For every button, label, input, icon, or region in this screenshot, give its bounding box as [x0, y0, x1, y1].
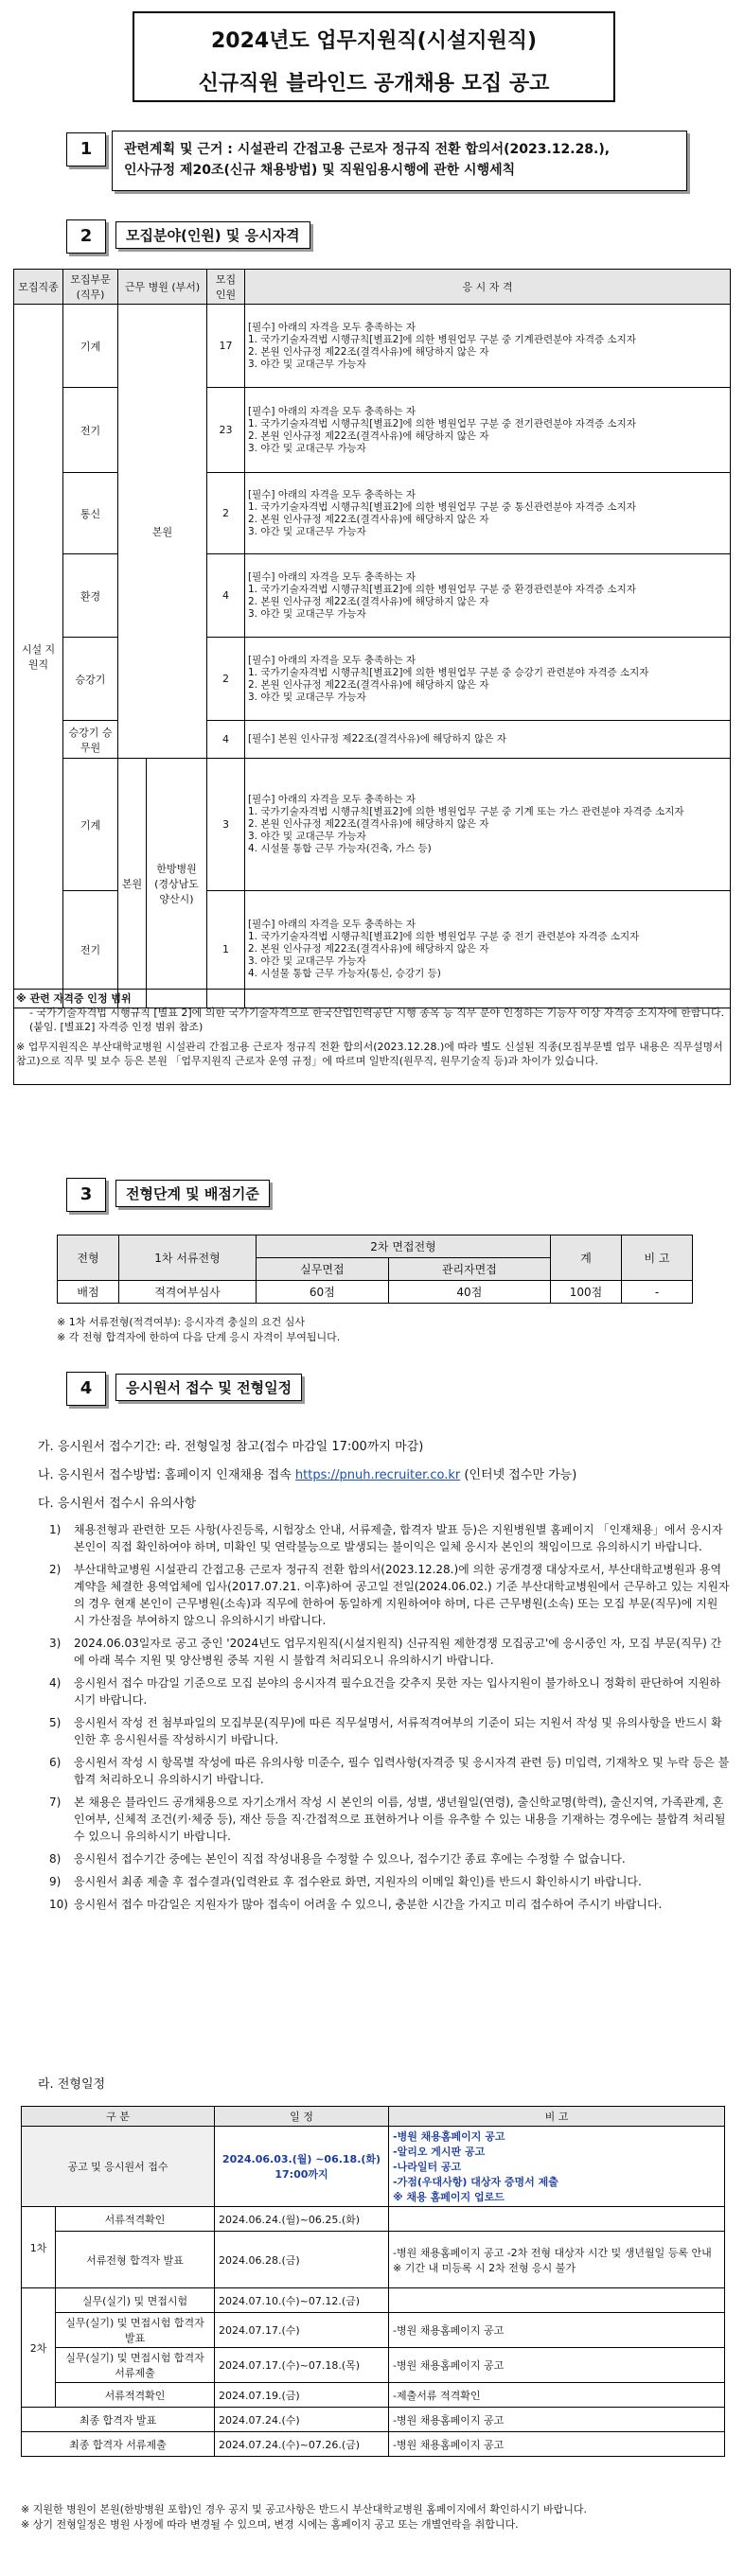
- schedule-date: 2024.06.24.(월)~06.25.(화): [215, 2207, 389, 2232]
- count-cell: 17: [207, 305, 245, 388]
- score-table: [57, 1235, 693, 1304]
- qual-line: [필수] 아래의 자격을 모두 충족하는 자: [248, 488, 416, 500]
- table-row: [58, 1235, 693, 1258]
- table-row: [14, 759, 731, 891]
- section-3-note-1: ※ 1차 서류전형(적격여부): 응시자격 충실의 요건 심사: [57, 1316, 306, 1328]
- qual-line: 2. 본원 인사규정 제22조(결격사유)에 해당하지 않은 자: [248, 513, 489, 525]
- qual-line: 3. 야간 및 교대근무 가능자: [248, 607, 366, 620]
- qual-cell: [245, 554, 731, 638]
- schedule-date: 2024.07.10.(수)~07.12.(금): [215, 2288, 389, 2313]
- item-number: 3): [49, 1637, 62, 1650]
- qual-line: 1. 국가기술자격법 시행규칙[별표2]에 의한 병원업무 구분 중 승강기 관련분야 자격증 소지자: [248, 666, 649, 678]
- schedule-remark: -제출서류 적격확인: [389, 2383, 725, 2408]
- place-sub-cell: 한방병원 (경상남도 양산시): [147, 759, 207, 1008]
- section-2-notes: [13, 989, 731, 1085]
- stage-1-label: 1차: [22, 2207, 56, 2288]
- item-number: 5): [49, 1716, 62, 1729]
- note-2: ※ 업무지원직은 부산대학교병원 시설관리 간접고용 근로자 정규직 전환 합의서(2023.12.28.)에 따라 별도 신설된 직종(모집부문별 업무 내용은 직무설명서 참고)으로 직무 및 보수 등은 본원 「업무지원직 근로자 운영 규정」에 따르며 일반직(원무직, 원무기술직 등)과 차이가 있습니다.: [16, 1041, 723, 1067]
- schedule-date: 2024.07.24.(수)~07.26.(금): [215, 2432, 389, 2457]
- schedule-remark: -병원 채용홈페이지 공고: [389, 2408, 725, 2432]
- part-cell: 승강기 승무원: [63, 721, 118, 759]
- item-text: 응시원서 작성 전 첨부파일의 모집부문(직무)에 따른 직무설명서, 서류적격여부의 기준이 되는 지원서 작성 및 유의사항을 반드시 확인한 후 응시원서를 작성하시기 바랍니다.: [74, 1716, 722, 1746]
- item-text: 응시원서 접수기간 중에는 본인이 직접 작성내용을 수정할 수 있으나, 접수기간 종료 후에는 수정할 수 없습니다.: [74, 1852, 626, 1866]
- item-text: 부산대학교병원 시설관리 간접고용 근로자 정규직 전환 합의서(2023.12.28.)에 의한 공개경쟁 대상자로서, 부산대학교병원과 용역계약을 체결한 용역업체에 입사(2017.07.21. 이후)하여 공고일 전일(2024.06.02.) 기준 부산대학교병원에서 근무하고 있는 지원자의 경우 현재 본인이 근무병원(소속)과 직무에 한하여 동일하게 지원하여야 하며, 다른 근무병원(소속) 또는 모집 부문(직무)에 지원 시 가산점을 부여하지 않으니 유의하시기 바랍니다.: [74, 1563, 730, 1627]
- schedule-remark: -병원 채용홈페이지 공고: [389, 2313, 725, 2348]
- schedule-label: 서류적격확인: [56, 2207, 215, 2232]
- apply-method: [38, 1464, 576, 1482]
- list-item: [49, 1754, 731, 1788]
- schedule-remark: [389, 2207, 725, 2232]
- schedule-date: 2024.07.19.(금): [215, 2383, 389, 2408]
- qual-line: 1. 국가기술자격법 시행규칙[별표2]에 의한 병원업무 구분 중 환경관련분야 자격증 소지자: [248, 583, 636, 595]
- header-total: 계: [551, 1235, 622, 1281]
- table-row: [58, 1281, 693, 1304]
- list-item: [49, 1873, 731, 1890]
- apply-period: 가. 응시원서 접수기간: 라. 전형일정 참고(접수 마감일 17:00까지 마감): [38, 1440, 424, 1454]
- qual-line: 3. 야간 및 교대근무 가능자: [248, 831, 366, 842]
- list-item: [49, 1561, 731, 1629]
- qual-line: 3. 야간 및 교대근무 가능자: [248, 442, 366, 454]
- section-2-title: 모집분야(인원) 및 응시자격: [115, 221, 310, 249]
- title-line-2: 신규직원 블라인드 공개채용 모집 공고: [198, 72, 550, 96]
- qual-line: 1. 국가기술자격법 시행규칙[별표2]에 의한 병원업무 구분 중 전기관련분야 자격증 소지자: [248, 417, 636, 429]
- table-row: [22, 2107, 725, 2127]
- table-row: [22, 2288, 725, 2313]
- recruit-table: [13, 269, 731, 1008]
- total-cell: 100점: [551, 1281, 622, 1304]
- section-2-number: 2: [66, 219, 106, 254]
- schedule-label: 서류적격확인: [56, 2383, 215, 2408]
- part-cell: 기계: [63, 759, 118, 891]
- header-count: 모집 인원: [207, 270, 245, 305]
- section-4-number: 4: [66, 1372, 106, 1406]
- table-row: [22, 2383, 725, 2408]
- apply-notes-heading: 다. 응시원서 접수시 유의사항: [38, 1497, 197, 1511]
- section-1-number: 1: [66, 132, 106, 166]
- qual-line: 2. 본원 인사규정 제22조(결격사유)에 해당하지 않은 자: [248, 595, 489, 607]
- item-text: 2024.06.03일자로 공고 중인 '2024년도 업무지원직(시설지원직) 신규직원 제한경쟁 모집공고'에 응시중인 자, 모집 부문(직무) 간에 아래 복수 지원 및 양산병원 중복 지원 시 불합격 처리되오니 유의하시기 바랍니다.: [74, 1637, 722, 1667]
- title-line-1: 2024년도 업무지원직(시설지원직): [210, 29, 538, 53]
- item-number: 2): [49, 1563, 62, 1576]
- count-cell: 3: [207, 759, 245, 891]
- item-number: 4): [49, 1676, 62, 1690]
- part-cell: 전기: [63, 891, 118, 1008]
- header-remark: 비 고: [389, 2107, 725, 2127]
- section-1-text-2: 인사규정 제20조(신규 채용방법) 및 직원임용시행에 관한 시행세칙: [124, 163, 516, 178]
- count-cell: 2: [207, 473, 245, 554]
- job-group-cell: 시설 지원직: [14, 305, 63, 1008]
- header-manager: 관리자면접: [388, 1258, 550, 1281]
- schedule-label: 실무(실기) 및 면접시험 합격자 서류제출: [56, 2348, 215, 2383]
- qual-line: [필수] 아래의 자격을 모두 충족하는 자: [248, 321, 416, 333]
- apply-label: 공고 및 응시원서 접수: [22, 2127, 215, 2207]
- item-text: 응시원서 접수 마감일은 지원자가 많아 접속이 어려울 수 있으니, 충분한 시간을 가지고 미리 접수하여 주시기 바랍니다.: [74, 1898, 663, 1911]
- apply-method-note: (인터넷 접수만 가능): [460, 1468, 577, 1482]
- qual-line: 1. 국가기술자격법 시행규칙[별표2]에 의한 병원업무 구분 중 기계관련분야 자격증 소지자: [248, 333, 636, 345]
- table-row: [22, 2408, 725, 2432]
- qual-line: [필수] 아래의 자격을 모두 충족하는 자: [248, 570, 416, 583]
- schedule-date: 2024.07.17.(수): [215, 2313, 389, 2348]
- qual-line: 3. 야간 및 교대근무 가능자: [248, 525, 366, 537]
- schedule-notes: [21, 2502, 725, 2532]
- section-1-text-1: 관련계획 및 근거 : 시설관리 간접고용 근로자 정규직 전환 합의서(2023.12.28.),: [124, 142, 611, 157]
- notice-title: [133, 11, 615, 102]
- item-number: 1): [49, 1523, 62, 1536]
- manager-cell: 40점: [388, 1281, 550, 1304]
- qual-line: 3. 야간 및 교대근무 가능자: [248, 691, 366, 703]
- schedule-label: 실무(실기) 및 면접시험 합격자 발표: [56, 2313, 215, 2348]
- section-1-box: [112, 131, 687, 191]
- count-cell: 4: [207, 554, 245, 638]
- qual-line: 4. 시설물 통합 근무 가능자(통신, 승강기 등): [248, 968, 441, 979]
- remark-line: ※ 채용 홈페이지 업로드: [393, 2191, 505, 2203]
- row-label: 배점: [58, 1281, 119, 1304]
- stage-2-label: 2차: [22, 2288, 56, 2408]
- remark-cell: -: [622, 1281, 693, 1304]
- table-row: [22, 2232, 725, 2288]
- qual-cell: [245, 721, 731, 759]
- schedule-remark: -병원 채용홈페이지 공고: [389, 2432, 725, 2457]
- header-division: 구 분: [22, 2107, 215, 2127]
- header-job: 모집직종: [14, 270, 63, 305]
- qual-line: 1. 국가기술자격법 시행규칙[별표2]에 의한 병원업무 구분 중 통신관련분야 자격증 소지자: [248, 500, 636, 513]
- qual-line: 2. 본원 인사규정 제22조(결격사유)에 해당하지 않은 자: [248, 345, 489, 358]
- list-item: [49, 1794, 731, 1845]
- qual-line: 3. 야간 및 교대근무 가능자: [248, 358, 366, 370]
- schedule-label: 서류전형 합격자 발표: [56, 2232, 215, 2288]
- section-3-number: 3: [66, 1178, 106, 1212]
- doc-cell: 적격여부심사: [119, 1281, 257, 1304]
- item-number: 9): [49, 1875, 62, 1888]
- part-cell: 기계: [63, 305, 118, 388]
- table-row: [14, 305, 731, 388]
- table-row: [22, 2207, 725, 2232]
- part-cell: 통신: [63, 473, 118, 554]
- list-item: [49, 1896, 731, 1913]
- schedule-remark: [389, 2288, 725, 2313]
- section-3-title: 전형단계 및 배점기준: [115, 1180, 270, 1207]
- apply-remarks: [389, 2127, 725, 2207]
- part-cell: 승강기: [63, 638, 118, 721]
- header-qual: 응 시 자 격: [245, 270, 731, 305]
- section-3-note-2: ※ 각 전형 합격자에 한하여 다음 단계 응시 자격이 부여됩니다.: [57, 1331, 341, 1343]
- qual-line: 2. 본원 인사규정 제22조(결격사유)에 해당하지 않은 자: [248, 678, 489, 691]
- apply-date: 2024.06.03.(월) ~06.18.(화) 17:00까지: [215, 2127, 389, 2207]
- remark-line: -병원 채용홈페이지 공고: [393, 2130, 505, 2143]
- count-cell: 2: [207, 638, 245, 721]
- header-stage: 전형: [58, 1235, 119, 1281]
- schedule-table: [21, 2106, 725, 2457]
- schedule-remark: -병원 채용홈페이지 공고: [389, 2348, 725, 2383]
- table-row: [22, 2127, 725, 2207]
- qual-line: [필수] 아래의 자격을 모두 충족하는 자: [248, 794, 416, 805]
- note-1-title: ※ 관련 자격증 인정 범위: [16, 992, 132, 1005]
- remark-line: -가점(우대사항) 대상자 증명서 제출: [393, 2176, 558, 2188]
- item-text: 응시원서 최종 제출 후 접수결과(입력완료 후 접수완료 화면, 지원자의 이메일 확인)를 반드시 확인하시기 바랍니다.: [74, 1875, 642, 1888]
- count-cell: 1: [207, 891, 245, 1008]
- practical-cell: 60점: [257, 1281, 389, 1304]
- qual-line: 1. 국가기술자격법 시행규칙[별표2]에 의한 병원업무 구분 중 기계 또는 가스 관련분야 자격증 소지자: [248, 806, 684, 817]
- qual-cell: [245, 388, 731, 473]
- qual-line: 2. 본원 인사규정 제22조(결격사유)에 해당하지 않은 자: [248, 429, 489, 442]
- schedule-remark: -병원 채용홈페이지 공고 -2차 전형 대상자 시간 및 생년월일 등록 안내 ※ 기간 내 미등록 시 2차 전형 응시 불가: [389, 2232, 725, 2288]
- table-row: [22, 2348, 725, 2383]
- header-place: 근무 병원 (부서): [118, 270, 207, 305]
- recruit-table-header: [14, 270, 731, 305]
- qual-line: 1. 국가기술자격법 시행규칙[별표2]에 의한 병원업무 구분 중 전기 관련분야 자격증 소지자: [248, 931, 640, 942]
- qual-line: 2. 본원 인사규정 제22조(결격사유)에 해당하지 않은 자: [248, 818, 489, 830]
- item-text: 채용전형과 관련한 모든 사항(사진등록, 시험장소 안내, 서류제출, 합격자 발표 등)은 지원병원별 홈페이지 「인재채용」에서 응시자 본인이 직접 확인하여야 하며, 미확인 및 연락불능으로 발생되는 불이익은 일체 응시자 본인의 책임이므로 유의하시기 바랍니다.: [74, 1523, 723, 1553]
- schedule-date: 2024.07.24.(수): [215, 2408, 389, 2432]
- list-item: [49, 1521, 731, 1555]
- schedule-date: 2024.07.17.(수)~07.18.(목): [215, 2348, 389, 2383]
- remark-line: -알리오 게시판 공고: [393, 2146, 486, 2158]
- item-text: 응시원서 접수 마감일 기준으로 모집 분야의 응시자격 필수요건을 갖추지 못한 자는 입사지원이 불가하오니 정확히 판단하여 지원하시기 바랍니다.: [74, 1676, 721, 1707]
- qual-line: 2. 본원 인사규정 제22조(결격사유)에 해당하지 않은 자: [248, 943, 489, 955]
- schedule-label: 최종 합격자 서류제출: [22, 2432, 215, 2457]
- qual-cell: [245, 638, 731, 721]
- header-date: 일 정: [215, 2107, 389, 2127]
- qual-line: 4. 시설물 통합 근무 가능자(건축, 가스 등): [248, 843, 432, 854]
- item-text: 본 채용은 블라인드 공개채용으로 자기소개서 작성 시 본인의 이름, 성별, 생년월일(연령), 출신학교명(학력), 출신지역, 가족관계, 혼인여부, 신체적 조건(키·체중 등), 재산 등을 직·간접적으로 표현하거나 이를 유추할 수 있는 내용을 기재하는 경우에는 불합격 처리될 수 있으니 유의하시기 바랍니다.: [74, 1796, 726, 1843]
- list-item: [49, 1850, 731, 1867]
- count-cell: 23: [207, 388, 245, 473]
- header-interview: 2차 면접전형: [257, 1235, 551, 1258]
- list-item: [49, 1635, 731, 1669]
- item-text: 응시원서 작성 시 항목별 작성에 따른 유의사항 미준수, 필수 입력사항(자격증 및 응시자격 관련 등) 미입력, 기재착오 및 누락 등은 불합격 처리하오니 유의하시기 바랍니다.: [74, 1756, 730, 1786]
- section-4-title: 응시원서 접수 및 전형일정: [115, 1374, 302, 1401]
- schedule-heading: 라. 전형일정: [38, 2077, 106, 2092]
- schedule-label: 최종 합격자 발표: [22, 2408, 215, 2432]
- place-sub-cell: 본원: [118, 759, 147, 1008]
- header-remark: 비 고: [622, 1235, 693, 1281]
- section-3-notes: [57, 1315, 700, 1345]
- recruit-site-link[interactable]: https://pnuh.recruiter.co.kr: [294, 1468, 461, 1482]
- table-row: [22, 2432, 725, 2457]
- apply-notes-list: [49, 1521, 731, 1919]
- qual-cell: [245, 473, 731, 554]
- list-item: [49, 1674, 731, 1709]
- qual-line: [필수] 아래의 자격을 모두 충족하는 자: [248, 919, 416, 930]
- schedule-label: 실무(실기) 및 면접시험: [56, 2288, 215, 2313]
- header-doc: 1차 서류전형: [119, 1235, 257, 1281]
- place-cell: 본원: [118, 305, 207, 759]
- note-1-body: - 국가기술자격법 시행규칙 [별표 2]에 의한 국가기술자격으로 한국산업인력공단 시행 종목 등 직무 분야 인정하는 기능사 이상 자격증 소지자에 한함니다.(붙임. [별표2] 자격증 인정 범위 참조): [29, 1007, 725, 1033]
- item-number: 7): [49, 1796, 62, 1809]
- qual-cell: [245, 759, 731, 891]
- item-number: 8): [49, 1852, 62, 1866]
- qual-cell: [245, 305, 731, 388]
- item-number: 6): [49, 1756, 62, 1769]
- header-part: 모집부문 (직무): [63, 270, 118, 305]
- count-cell: 4: [207, 721, 245, 759]
- item-number: 10): [49, 1898, 68, 1911]
- list-item: [49, 1714, 731, 1748]
- part-cell: 전기: [63, 388, 118, 473]
- header-practical: 실무면접: [257, 1258, 389, 1281]
- apply-method-text: 나. 응시원서 접수방법: 홈페이지 인재채용 접속: [38, 1468, 295, 1482]
- schedule-date: 2024.06.28.(금): [215, 2232, 389, 2288]
- part-cell: 환경: [63, 554, 118, 638]
- schedule-note-2: ※ 상기 전형일정은 병원 사정에 따라 변경될 수 있으며, 변경 시에는 홈페이지 공고 또는 개별연락을 취합니다.: [21, 2518, 519, 2531]
- remark-line: -나라일터 공고: [393, 2161, 462, 2173]
- qual-line: 3. 야간 및 교대근무 가능자: [248, 955, 366, 967]
- qual-line: [필수] 아래의 자격을 모두 충족하는 자: [248, 654, 416, 666]
- table-row: [22, 2313, 725, 2348]
- qual-line: [필수] 본원 인사규정 제22조(결격사유)에 해당하지 않은 자: [248, 733, 506, 745]
- schedule-note-1: ※ 지원한 병원이 본원(한방병원 포함)인 경우 공지 및 공고사항은 반드시 부산대학교병원 홈페이지에서 확인하시기 바랍니다.: [21, 2503, 588, 2515]
- qual-line: [필수] 아래의 자격을 모두 충족하는 자: [248, 405, 416, 417]
